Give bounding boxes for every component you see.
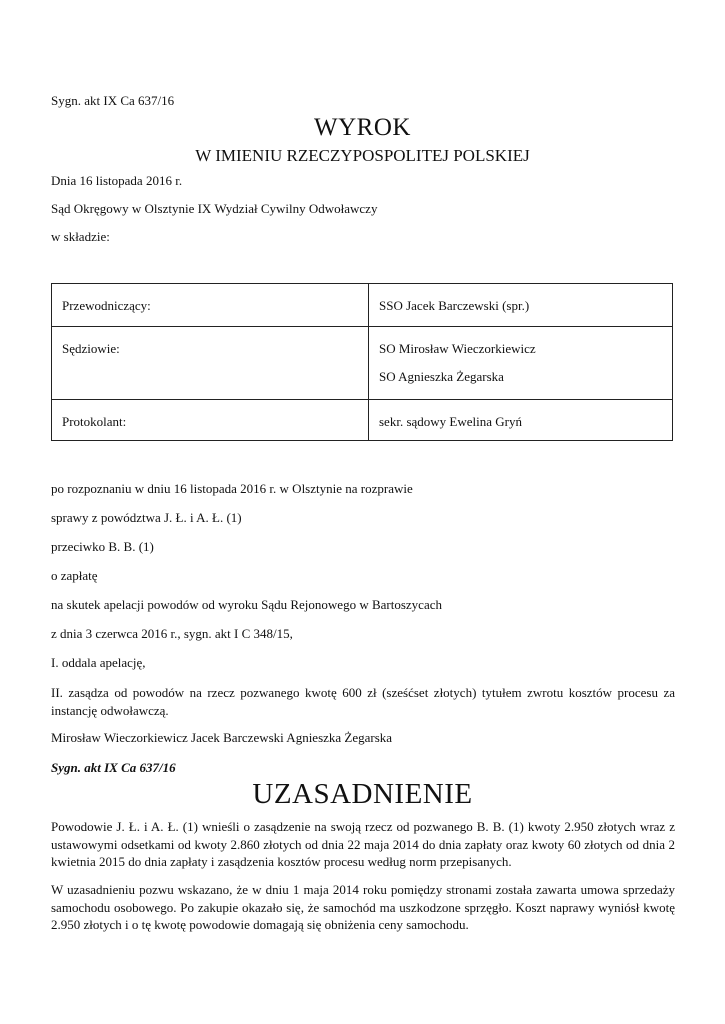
body-line-defendant: przeciwko B. B. (1) bbox=[51, 539, 154, 554]
justification-paragraph: W uzasadnieniu pozwu wskazano, że w dniu 1 maja 2014 roku pomiędzy stronami została zawarta umowa sprzedaży samochodu osobowego. Po zakupie okazało się, że samochód ma uszkodzone sprzęgło. Koszt naprawy wyniósł kwotę 2.950 złotych i o tę kwotę powodowie domagają się obniżenia ceny samochodu. bbox=[51, 882, 675, 932]
panel-names-cell bbox=[369, 400, 673, 441]
table-row bbox=[52, 284, 673, 327]
ruling-point-2: II. zasądza od powodów na rzecz pozwanego kwotę 600 zł (sześćset złotych) tytułem zwrotu kosztów procesu za instancję odwoławczą. bbox=[51, 685, 675, 718]
panel-names-cell bbox=[369, 327, 673, 400]
document-title: WYROK bbox=[314, 114, 411, 141]
panel-name: SO Mirosław Wieczorkiewicz bbox=[379, 341, 536, 356]
justification-signature: Sygn. akt IX Ca 637/16 bbox=[51, 760, 176, 775]
composition-label: w składzie: bbox=[51, 229, 110, 244]
court-name: Sąd Okręgowy w Olsztynie IX Wydział Cywilny Odwoławczy bbox=[51, 201, 378, 216]
panel-names-cell bbox=[369, 284, 673, 327]
judges-signatures: Mirosław Wieczorkiewicz Jacek Barczewski Agnieszka Żegarska bbox=[51, 730, 393, 745]
body-line-lower-judgment: z dnia 3 czerwca 2016 r., sygn. akt I C 348/15, bbox=[51, 626, 293, 641]
body-line-appeal: na skutek apelacji powodów od wyroku Sądu Rejonowego w Bartoszycach bbox=[51, 597, 442, 612]
panel-role-cell bbox=[52, 284, 369, 327]
case-signature: Sygn. akt IX Ca 637/16 bbox=[51, 93, 175, 108]
panel-role: Protokolant: bbox=[62, 414, 127, 429]
table-row bbox=[52, 400, 673, 441]
ruling-point-1: I. oddala apelację, bbox=[51, 655, 146, 670]
body-line-subject: o zapłatę bbox=[51, 568, 98, 583]
panel-name: SO Agnieszka Żegarska bbox=[379, 369, 504, 384]
panel-role-cell bbox=[52, 327, 369, 400]
panel-role: Przewodniczący: bbox=[62, 298, 151, 313]
judgment-date: Dnia 16 listopada 2016 r. bbox=[51, 173, 183, 188]
panel-role: Sędziowie: bbox=[62, 341, 120, 356]
panel-name: sekr. sądowy Ewelina Gryń bbox=[379, 414, 522, 429]
court-panel-table bbox=[51, 283, 673, 441]
justification-paragraph: Powodowie J. Ł. i A. Ł. (1) wnieśli o zasądzenie na swoją rzecz od pozwanego B. B. (1) kwoty 2.950 złotych wraz z ustawowymi odsetkami od kwoty 2.860 złotych od dnia 22 maja 2014 do dnia zapłaty oraz kwoty 60 złotych od dnia 2 kwietnia 2015 do dnia zapłaty i zasądzenia kosztów procesu według norm przepisanych. bbox=[51, 819, 675, 869]
table-row bbox=[52, 327, 673, 400]
body-line-parties: sprawy z powództwa J. Ł. i A. Ł. (1) bbox=[51, 510, 242, 525]
document-subtitle: W IMIENIU RZECZYPOSPOLITEJ POLSKIEJ bbox=[195, 146, 530, 165]
body-line-hearing: po rozpoznaniu w dniu 16 listopada 2016 r. w Olsztynie na rozprawie bbox=[51, 481, 413, 496]
panel-role-cell bbox=[52, 400, 369, 441]
justification-title: UZASADNIENIE bbox=[252, 778, 473, 810]
panel-name: SSO Jacek Barczewski (spr.) bbox=[379, 298, 530, 313]
